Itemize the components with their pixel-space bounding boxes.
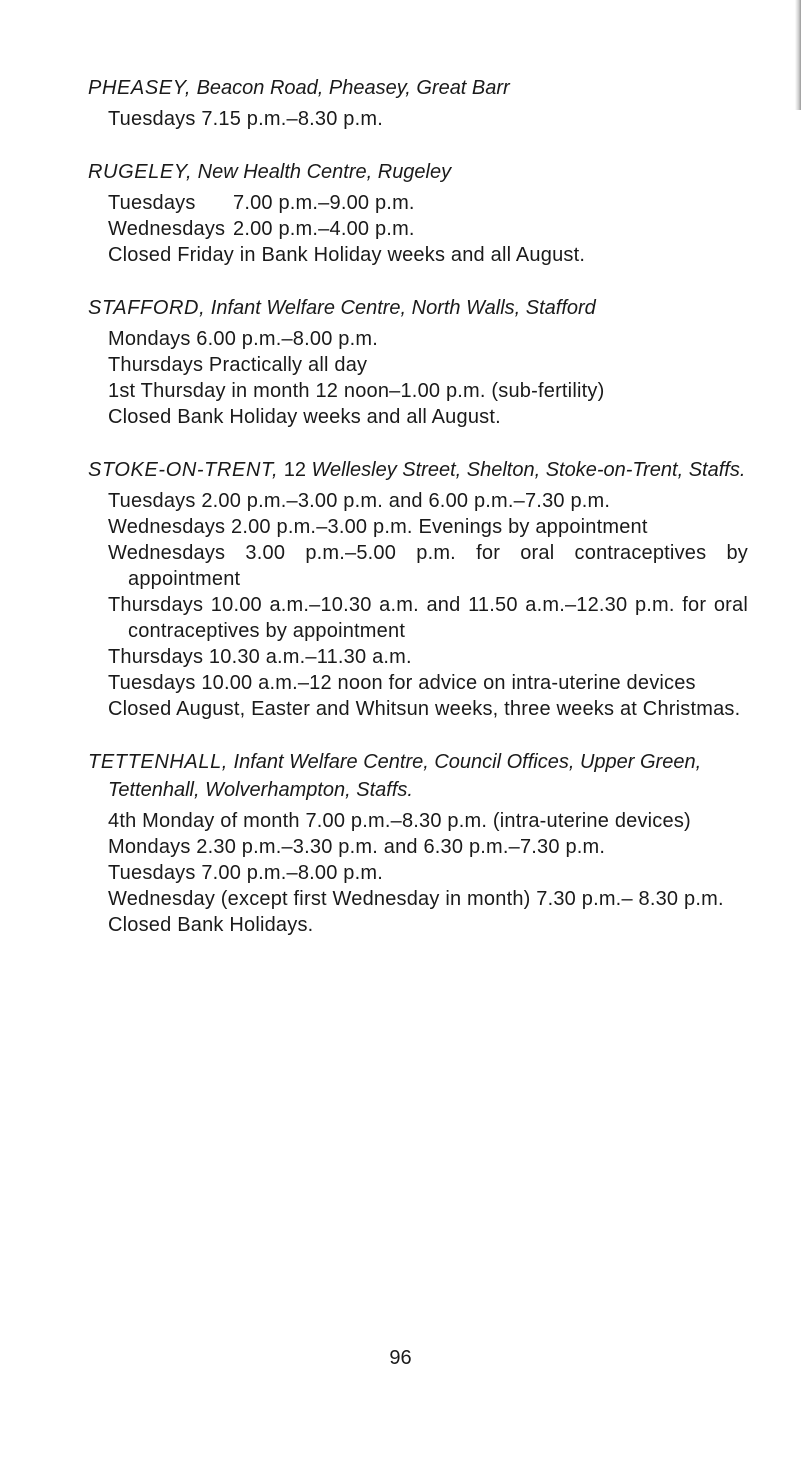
clinic-heading [88, 158, 748, 186]
clinic-entry [88, 158, 748, 268]
schedule-line: Wednesday (except first Wednesday in month) 7.30 p.m.– 8.30 p.m. [108, 888, 724, 910]
schedule-time: 7.00 p.m.–9.00 p.m. [233, 192, 415, 214]
clinic-address: Infant Welfare Centre, Council Offices, Upper Green, Tettenhall, Wolverhampton, Staffs. [108, 751, 702, 801]
schedule-line: Closed Bank Holidays. [108, 914, 314, 936]
schedule-line: 1st Thursday in month 12 noon–1.00 p.m. (sub-fertility) [108, 380, 605, 402]
clinic-heading [88, 456, 748, 484]
clinic-place-name: STOKE-ON-TRENT, [88, 459, 279, 481]
schedule-line: Tuesdays 7.15 p.m.–8.30 p.m. [108, 108, 384, 130]
schedule-row [88, 190, 748, 216]
schedule-line: Tuesdays 2.00 p.m.–3.00 p.m. and 6.00 p.m.–7.30 p.m. [108, 490, 611, 512]
clinic-address: New Health Centre, Rugeley [192, 161, 452, 183]
page-edge-shadow [795, 0, 801, 110]
schedule-row [88, 216, 748, 242]
clinic-address: Wellesley Street, Shelton, Stoke-on-Trent, Staffs. [311, 459, 746, 481]
clinic-entry [88, 748, 748, 938]
schedule-line: Mondays 6.00 p.m.–8.00 p.m. [108, 328, 378, 350]
clinic-place-name: PHEASEY, [88, 77, 192, 99]
clinic-address: Infant Welfare Centre, North Walls, Stafford [205, 297, 596, 319]
clinic-heading [88, 748, 748, 804]
clinic-place-name: RUGELEY, [88, 161, 193, 183]
schedule-line: Closed Bank Holiday weeks and all August. [108, 406, 501, 428]
clinic-address: Beacon Road, Pheasey, Great Barr [191, 77, 510, 99]
schedule-line: 4th Monday of month 7.00 p.m.–8.30 p.m. (intra-uterine devices) [108, 810, 691, 832]
schedule-line: Wednesdays 3.00 p.m.–5.00 p.m. for oral contraceptives by appointment [108, 542, 748, 590]
page-number: 96 [389, 1347, 412, 1369]
clinic-address: 12 [278, 459, 312, 481]
clinic-entry [88, 456, 748, 722]
schedule-line: Thursdays 10.00 a.m.–10.30 a.m. and 11.50 a.m.–12.30 p.m. for oral contraceptives by appointment [108, 594, 748, 642]
clinic-heading [88, 294, 748, 322]
clinic-entry [88, 294, 748, 430]
schedule-line: Tuesdays 7.00 p.m.–8.00 p.m. [108, 862, 384, 884]
schedule-line: Thursdays 10.30 a.m.–11.30 a.m. [108, 646, 412, 668]
schedule-line: Mondays 2.30 p.m.–3.30 p.m. and 6.30 p.m.–7.30 p.m. [108, 836, 606, 858]
clinic-place-name: TETTENHALL, [88, 751, 228, 773]
schedule-day: Wednesdays [108, 218, 226, 240]
schedule-line: Closed Friday in Bank Holiday weeks and all August. [108, 244, 586, 266]
schedule-line: Wednesdays 2.00 p.m.–3.00 p.m. Evenings by appointment [108, 516, 648, 538]
clinic-place-name: STAFFORD, [88, 297, 206, 319]
document-page [88, 74, 748, 964]
schedule-line: Tuesdays 10.00 a.m.–12 noon for advice on intra-uterine devices [108, 672, 696, 694]
schedule-line: Thursdays Practically all day [108, 354, 368, 376]
clinic-heading [88, 74, 748, 102]
schedule-day: Tuesdays [108, 192, 196, 214]
clinic-entry [88, 74, 748, 132]
schedule-line: Closed August, Easter and Whitsun weeks, three weeks at Christmas. [108, 698, 741, 720]
schedule-time: 2.00 p.m.–4.00 p.m. [233, 218, 415, 240]
